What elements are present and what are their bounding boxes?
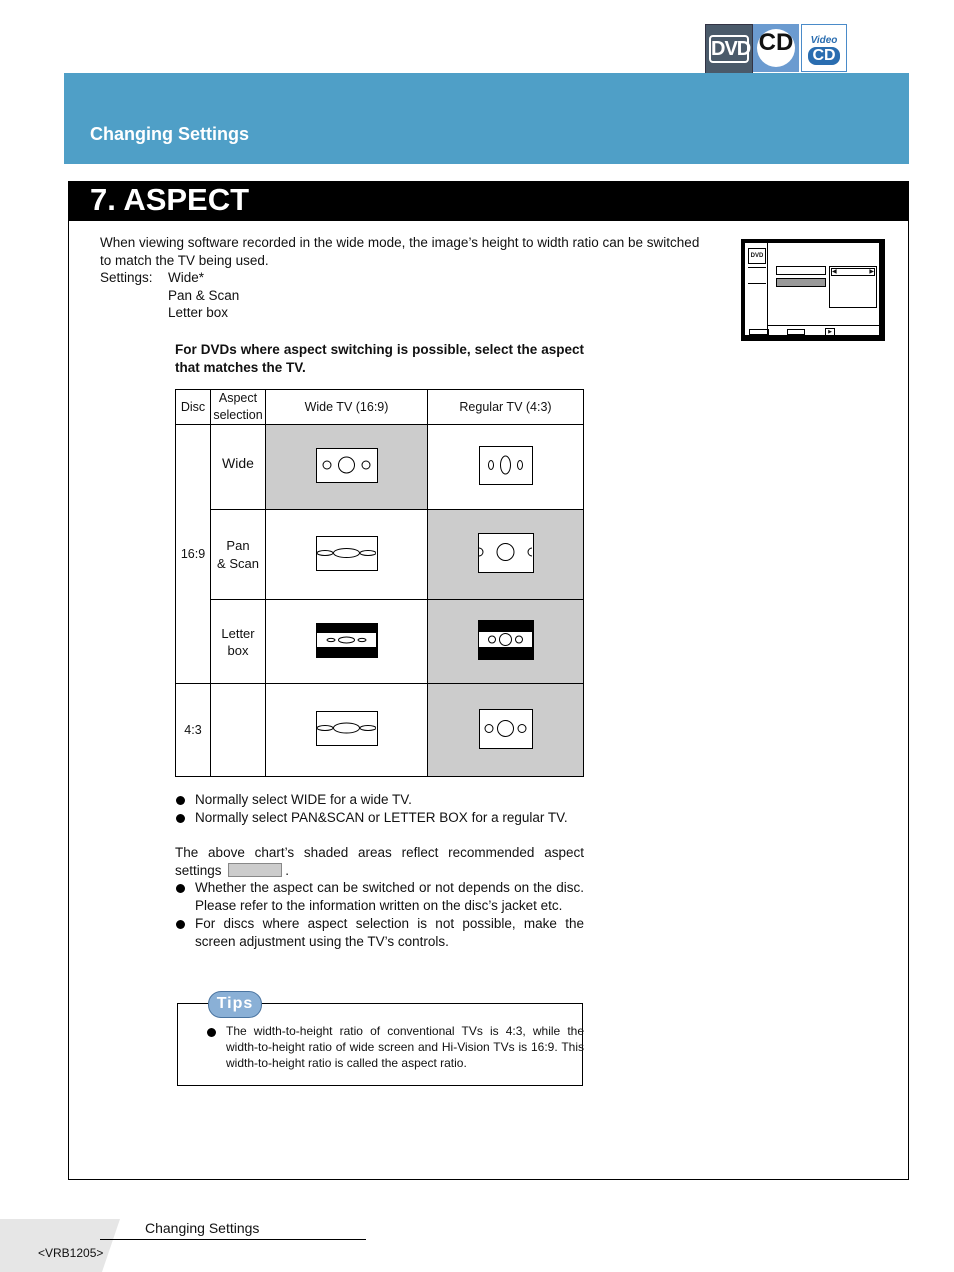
page-title-bar xyxy=(68,181,909,221)
cell-43-widetv xyxy=(266,684,428,777)
osd-screen-thumbnail xyxy=(741,239,885,341)
settings-list xyxy=(168,269,239,322)
header-aspect-selection: Aspect selection xyxy=(211,390,266,425)
aspect-table xyxy=(175,389,584,777)
screen-letter-on-regular-icon xyxy=(478,620,534,660)
cell-wide-widetv xyxy=(266,425,428,510)
screen-43-on-regular-icon xyxy=(479,709,533,749)
header-regular-tv: Regular TV (4:3) xyxy=(428,390,584,425)
header-disc: Disc xyxy=(176,390,211,425)
bullet-list-1 xyxy=(175,791,590,826)
footer-section: Changing Settings xyxy=(145,1220,260,1236)
cell-43-regulartv xyxy=(428,684,584,777)
shade-note: The above chart’s shaded areas reflect recommended aspect settings . xyxy=(175,845,584,878)
cell-pan-regulartv xyxy=(428,510,584,600)
list-item: For discs where aspect selection is not possible, make the screen adjustment using the TV’s controls. xyxy=(175,915,584,950)
list-item: Normally select WIDE for a wide TV. xyxy=(175,791,590,809)
dvd-logo: DVD xyxy=(705,24,753,74)
screen-pan-on-wide-icon xyxy=(316,536,378,571)
page-title: 7. ASPECT xyxy=(90,182,250,217)
cell-letter-regulartv xyxy=(428,600,584,684)
shade-swatch xyxy=(228,863,282,877)
screen-43-on-wide-icon xyxy=(316,711,378,746)
header-wide-tv: Wide TV (16:9) xyxy=(266,390,428,425)
list-item: Whether the aspect can be switched or not depends on the disc. Please refer to the information written on the disc’s jacket etc. xyxy=(175,879,584,914)
screen-wide-on-wide-icon xyxy=(316,448,378,483)
dvd-aspect-note: For DVDs where aspect switching is possible, select the aspect that matches the TV. xyxy=(175,342,584,375)
cell-pan-widetv xyxy=(266,510,428,600)
bullet-list-2 xyxy=(175,879,584,950)
disc-169: 16:9 xyxy=(176,425,211,684)
row-letter-box: Letter box xyxy=(211,600,266,684)
screen-pan-on-regular-icon xyxy=(478,533,534,573)
disc-43: 4:3 xyxy=(176,684,211,777)
osd-arrows: ◀ ▶ xyxy=(832,269,874,275)
row-pan-scan: Pan & Scan xyxy=(211,510,266,600)
tips-badge: Tips xyxy=(208,991,262,1018)
screen-letter-on-wide-icon xyxy=(316,623,378,658)
osd-play-icon: ▶ xyxy=(825,328,835,336)
intro-text: When viewing software recorded in the wide mode, the image’s height to width ratio can be switched to match the TV being used. xyxy=(100,235,700,268)
section-header-band xyxy=(64,73,909,164)
video-cd-logo: Video CD xyxy=(801,24,847,72)
cell-wide-regulartv xyxy=(428,425,584,510)
setting-pan-scan: Pan & Scan xyxy=(168,287,240,303)
setting-wide: Wide* xyxy=(168,270,205,285)
footer-code: <VRB1205> xyxy=(38,1246,104,1260)
footer-rule xyxy=(100,1239,366,1240)
row-43-blank xyxy=(211,684,266,777)
row-wide: Wide xyxy=(211,425,266,510)
cd-logo: CD xyxy=(753,24,799,72)
list-item: Normally select PAN&SCAN or LETTER BOX for a regular TV. xyxy=(175,809,590,827)
tips-text: The width-to-height ratio of conventional TVs is 4:3, while the width-to-height ratio of wide screen and Hi-Vision TVs is 16:9. This width-to-height ratio is called the aspect ratio. xyxy=(206,1023,584,1071)
screen-wide-on-regular-icon xyxy=(479,446,533,485)
settings-label: Settings: xyxy=(100,270,153,285)
osd-dvd-badge: DVD xyxy=(748,248,766,264)
cell-letter-widetv xyxy=(266,600,428,684)
setting-letter-box: Letter box xyxy=(168,305,229,320)
section-title: Changing Settings xyxy=(90,124,249,144)
